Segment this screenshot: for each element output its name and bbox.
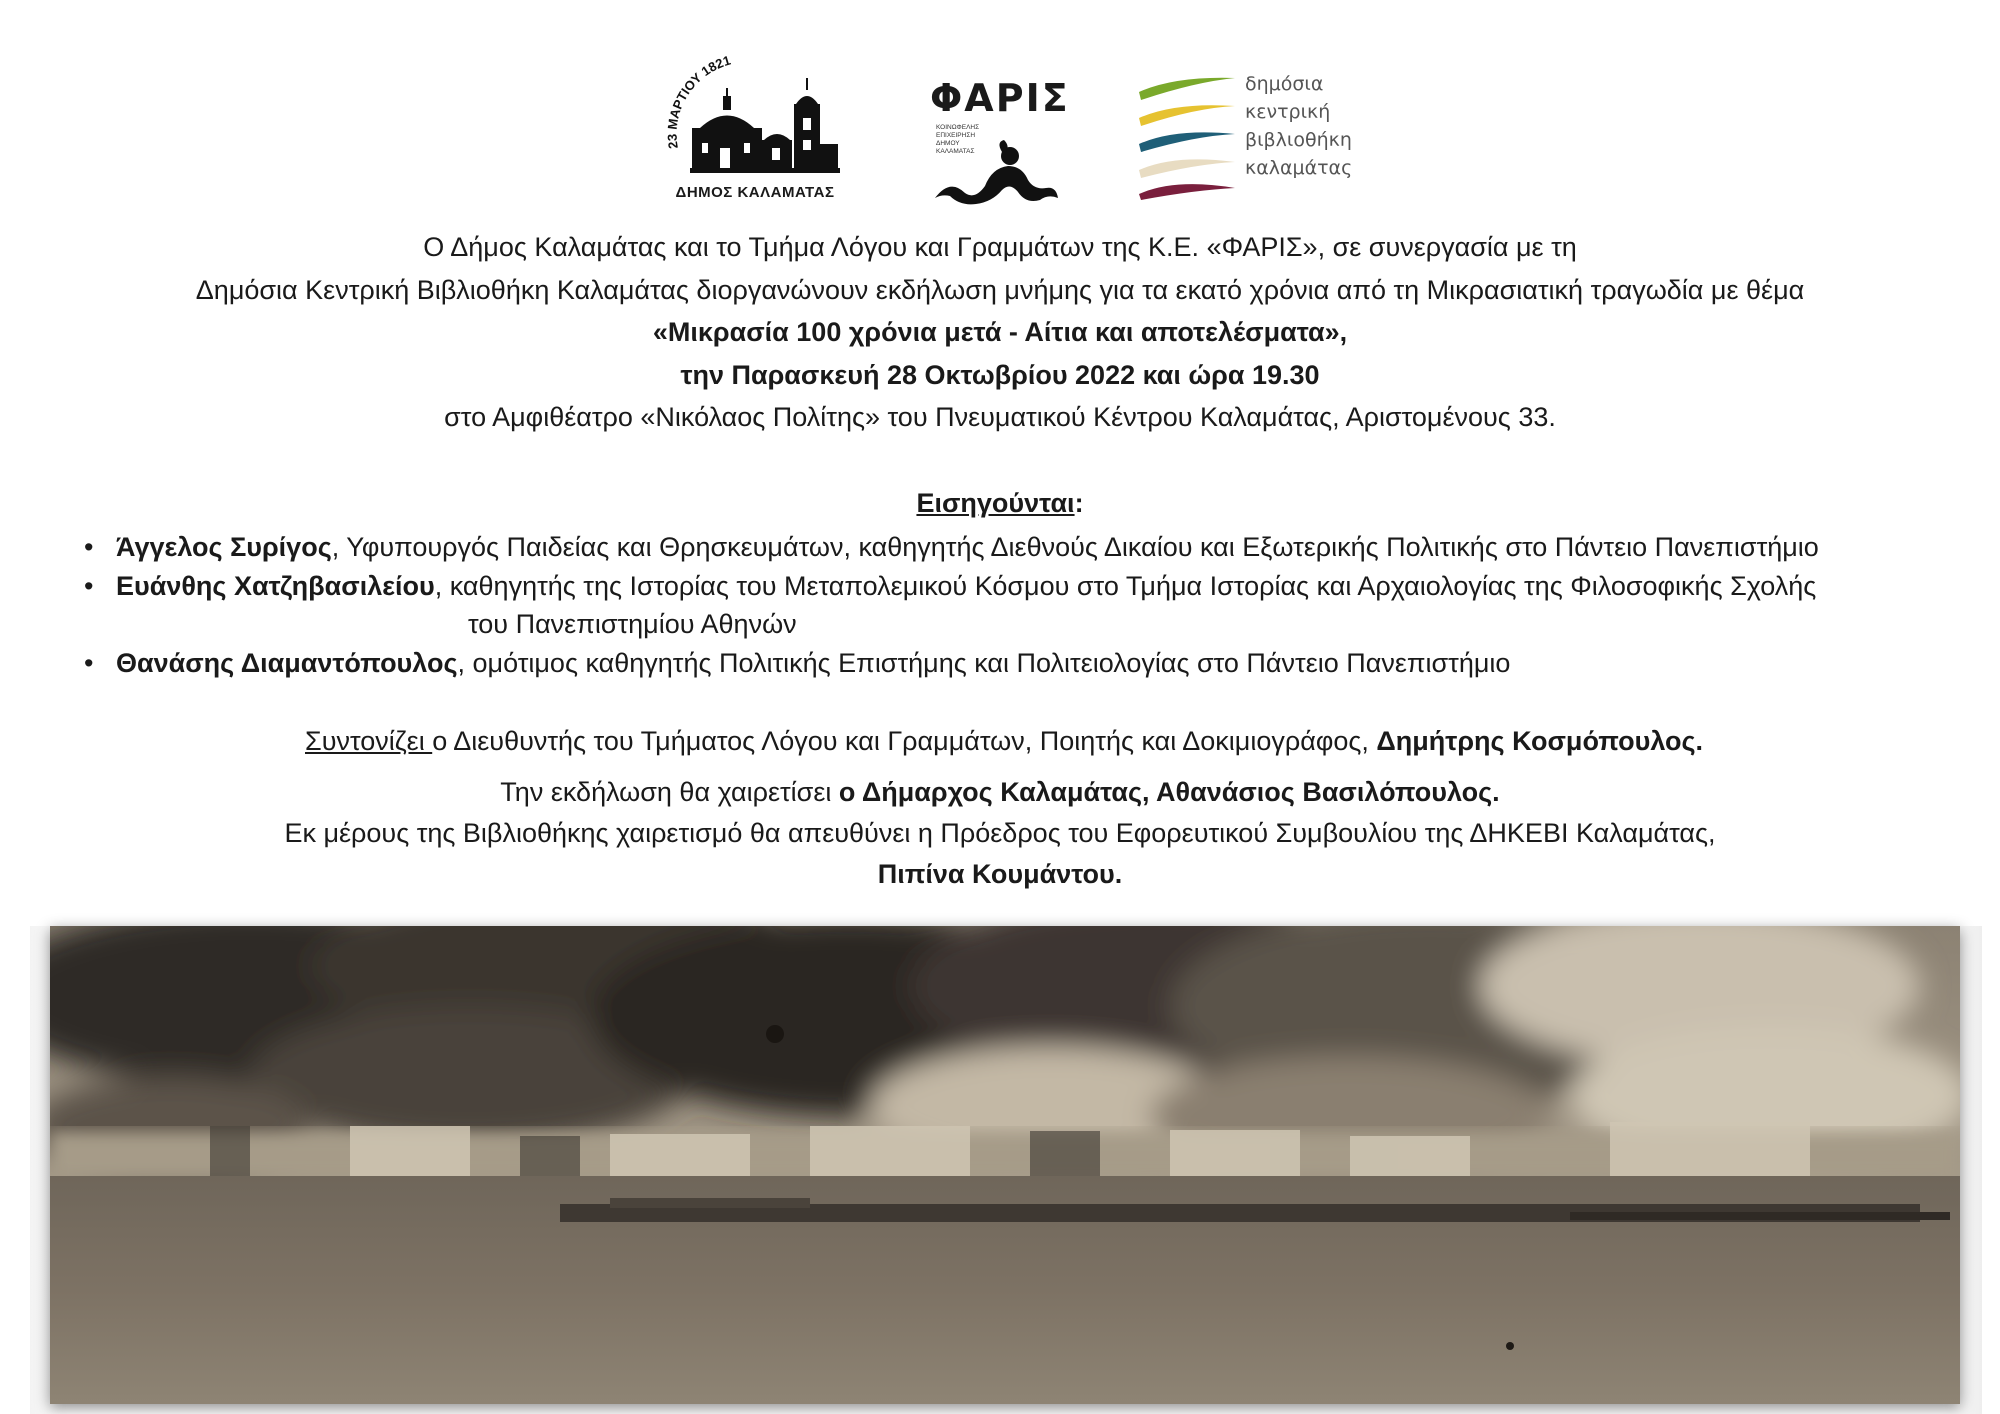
event-announcement: [0, 226, 2000, 439]
greeting-president-name: Πιπίνα Κουμάντου.: [877, 859, 1123, 889]
photo-frame: [30, 926, 1982, 1414]
greeting-library: Εκ μέρους της Βιβλιοθήκης χαιρετισμό θα απευθύνει η Πρόεδρος του Εφορευτικού Συμβουλίου της ΔΗΚΕΒΙ Καλαμάτας,: [284, 818, 1716, 848]
library-name: δημόσια κεντρική βιβλιοθήκη καλαμάτας: [1245, 73, 1353, 179]
coordinator-name: Δημήτρης Κοσμόπουλος.: [1376, 726, 1704, 756]
event-title: «Μικρασία 100 χρόνια μετά - Αίτια και αποτελέσματα»,: [652, 317, 1348, 347]
event-date: την Παρασκευή 28 Οκτωβρίου 2022 και ώρα 19.30: [680, 359, 1320, 390]
logo-row: [0, 48, 2000, 208]
speaker-description-continued: του Πανεπιστημίου Αθηνών: [468, 609, 797, 639]
faris-subtitle: ΚΟΙΝΩΦΕΛΗΣ ΕΠΙΧΕΙΡΗΣΗ ΔΗΜΟΥ ΚΑΛΑΜΑΤΑΣ: [936, 124, 980, 155]
dimos-arc-text: 23 ΜΑΡΤΙΟΥ 1821: [664, 52, 733, 150]
speaker-description: , Υφυπουργός Παιδείας και Θρησκευμάτων, καθηγητής Διεθνούς Δικαίου και Εξωτερικής Πολιτικής στο Πάντειο Πανεπιστήμιο: [331, 532, 1819, 562]
bullet-icon: •: [84, 647, 94, 678]
bullet-icon: •: [84, 570, 94, 601]
list-item: [84, 528, 1944, 567]
library-logo: [1135, 70, 1375, 200]
greetings: [0, 772, 2000, 895]
event-venue: στο Αμφιθέατρο «Νικόλαος Πολίτης» του Πνευματικού Κέντρου Καλαμάτας, Αριστομένους 33.: [444, 402, 1556, 432]
intro-line-1: Ο Δήμος Καλαμάτας και το Τμήμα Λόγου και Γραμμάτων της Κ.Ε. «ΦΑΡΙΣ», σε συνεργασία με τη: [423, 232, 1577, 262]
intro-line-2: Δημόσια Κεντρική Βιβλιοθήκη Καλαμάτας διοργανώνουν εκδήλωση μνήμης για τα εκατό χρόνια από τη Μικρασιατική τραγωδία με θέμα: [195, 274, 1805, 305]
greeting-mayor: Την εκδήλωση θα χαιρετίσει ο Δήμαρχος Καλαμάτας, Αθανάσιος Βασιλόπουλος.: [500, 777, 1500, 807]
bullet-icon: •: [84, 532, 94, 562]
speaker-name: Θανάσης Διαμαντόπουλος: [116, 647, 458, 678]
faris-title: ΦΑΡΙΣ: [930, 76, 1070, 120]
speaker-description: , καθηγητής της Ιστορίας του Μεταπολεμικού Κόσμου στο Τμήμα Ιστορίας και Αρχαιολογίας της Φιλοσοφικής Σχολής: [434, 570, 1817, 601]
dimos-kalamatas-logo: [660, 48, 850, 208]
speaker-name: Ευάνθης Χατζηβασιλείου: [116, 570, 435, 601]
speakers-heading: Εισηγούνται:: [916, 488, 1084, 518]
list-item: [84, 567, 1944, 644]
coordinator-label: Συντονίζει: [305, 726, 433, 756]
faris-logo: [930, 76, 1070, 206]
list-item: [84, 644, 1944, 683]
speaker-description: , ομότιμος καθηγητής Πολιτικής Επιστήμης και Πολιτειολογίας στο Πάντειο Πανεπιστήμιο: [457, 647, 1511, 678]
speakers-list: [84, 528, 1944, 682]
church-emblem-icon: [660, 48, 850, 188]
coordinator-line: [305, 722, 1703, 760]
coordinator-text: ο Διευθυντής του Τμήματος Λόγου και Γραμμάτων, Ποιητής και Δοκιμιογράφος,: [432, 726, 1377, 756]
dimos-caption: ΔΗΜΟΣ ΚΑΛΑΜΑΤΑΣ: [675, 184, 835, 201]
library-stripes-icon: [1135, 70, 1245, 200]
mermaid-figure-icon: [930, 138, 1065, 208]
speaker-name: Άγγελος Συρίγος: [116, 532, 332, 562]
smyrna-fire-photo: [50, 926, 1960, 1404]
